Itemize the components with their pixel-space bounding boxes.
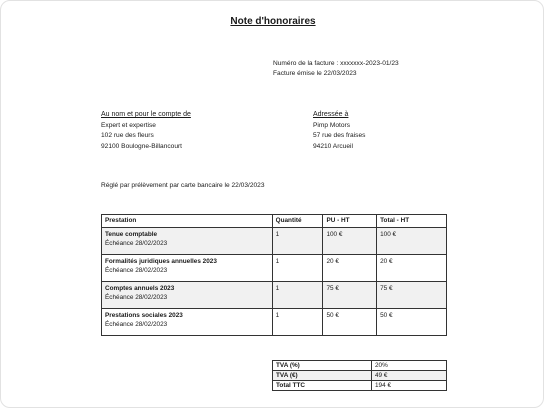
service-cell [102,309,273,336]
recipient-city: 94210 Arcueil [313,142,353,150]
total-cell: 75 € [377,282,447,309]
totals-label: TVA (€) [273,371,372,381]
table-header-row [102,215,447,228]
table-row [102,228,447,255]
recipient-header: Adressée à [313,111,349,118]
unit-price-cell: 20 € [323,255,377,282]
total-cell: 50 € [377,309,447,336]
header-total-ht: Total - HT [377,215,447,228]
header-prestation: Prestation [102,215,273,228]
payment-note: Réglé par prélèvement par carte bancaire le 22/03/2023 [101,182,265,189]
invoice-number: Numéro de la facture : xxxxxxx-2023-01/23 [273,60,399,67]
issuer-name: Expert et expertise [101,121,156,129]
service-cell [102,255,273,282]
service-name: Prestations sociales 2023 [105,312,183,319]
header-quantite: Quantité [272,215,323,228]
quantity-cell: 1 [272,228,323,255]
totals-value: 49 € [372,371,447,381]
invoice-issue-date: Facture émise le 22/03/2023 [273,70,357,77]
quantity-cell: 1 [272,255,323,282]
totals-table [272,360,447,391]
totals-label: Total TTC [273,381,372,391]
quantity-cell: 1 [272,309,323,336]
totals-row [273,371,447,381]
recipient-street: 57 rue des fraises [313,132,366,139]
document-title: Note d'honoraires [230,16,316,27]
unit-price-cell: 100 € [323,228,377,255]
recipient-name: Pimp Motors [313,121,351,129]
quantity-cell: 1 [272,282,323,309]
unit-price-cell: 75 € [323,282,377,309]
table-row [102,309,447,336]
service-cell [102,228,273,255]
unit-price-cell: 50 € [323,309,377,336]
recipient-block [313,110,365,152]
service-due-date: Échéance 28/02/2023 [105,321,168,328]
service-name: Comptes annuels 2023 [105,285,175,292]
total-cell: 100 € [377,228,447,255]
totals-row [273,361,447,371]
invoice-meta [273,59,399,79]
service-due-date: Échéance 28/02/2023 [105,294,168,301]
issuer-block [101,110,191,152]
issuer-street: 102 rue des fleurs [101,132,154,139]
totals-value: 20% [372,361,447,371]
service-due-date: Échéance 28/02/2023 [105,267,168,274]
service-name: Tenue comptable [105,231,158,238]
header-pu-ht: PU - HT [323,215,377,228]
totals-value: 194 € [372,381,447,391]
service-cell [102,282,273,309]
total-cell: 20 € [377,255,447,282]
table-row [102,282,447,309]
table-row [102,255,447,282]
totals-label: TVA (%) [273,361,372,371]
services-table [101,214,447,336]
service-name: Formalités juridiques annuelles 2023 [105,258,217,265]
issuer-header: Au nom et pour le compte de [101,111,191,118]
issuer-city: 92100 Boulogne-Billancourt [101,142,183,150]
totals-row [273,381,447,391]
service-due-date: Échéance 28/02/2023 [105,240,168,247]
